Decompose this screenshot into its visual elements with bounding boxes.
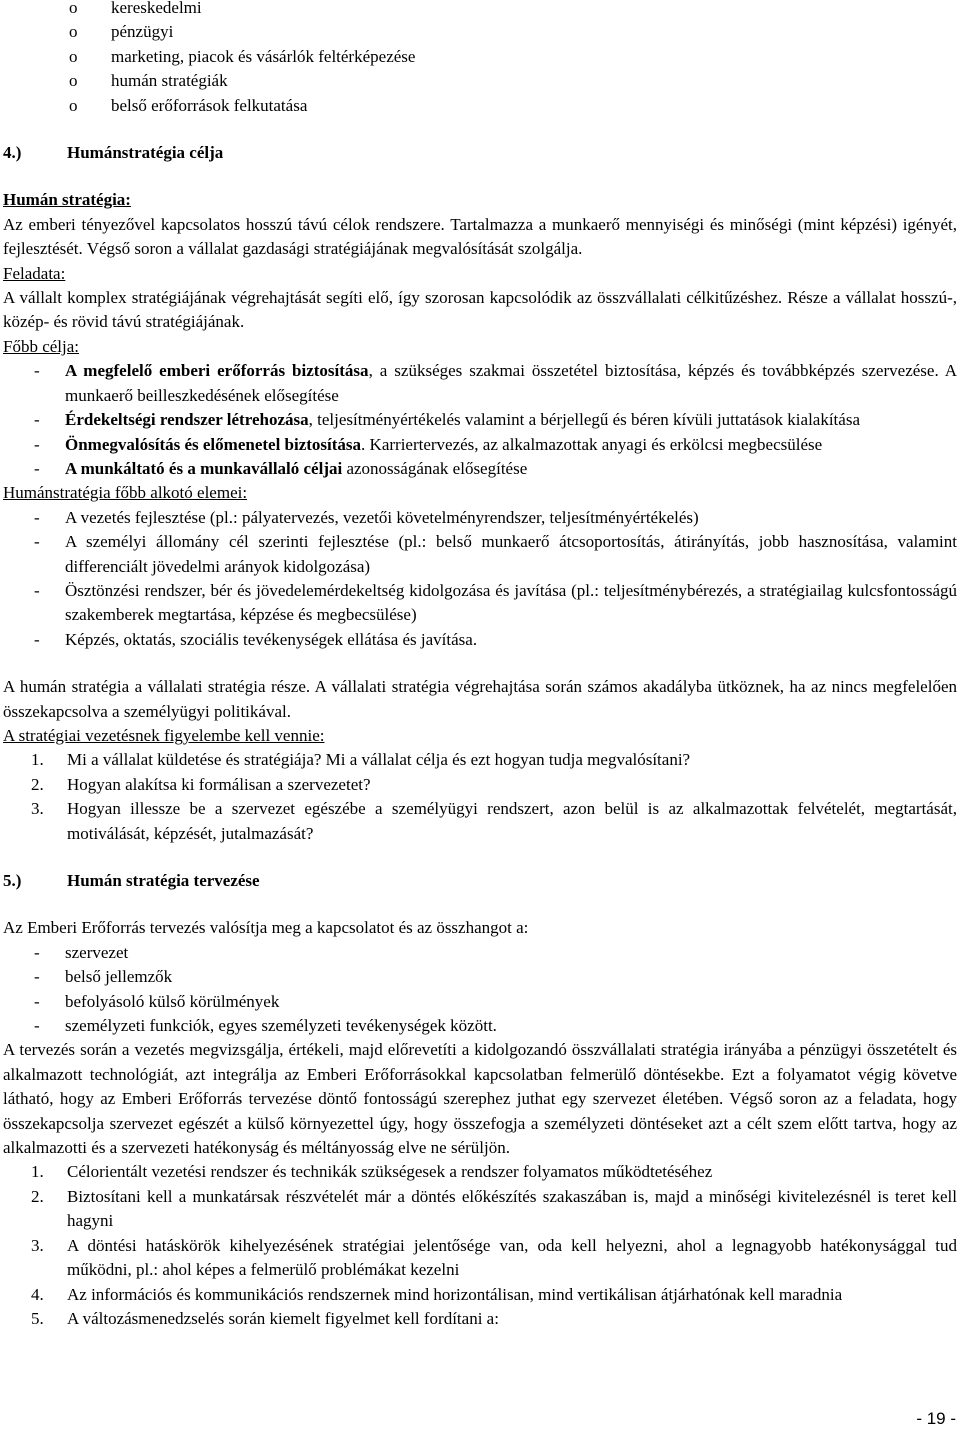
list-item: 2. Biztosítani kell a munkatársak részvételét már a döntés előkészítés szakaszában is, majd a minőségi kivitelezésnél is teret kell hagyni [31,1186,957,1231]
goal-text: azonosságának elősegítése [342,458,528,478]
list-item [3,45,957,69]
list-item: - Ösztönzési rendszer, bér és jövedelemérdekeltség kidolgozása és javítása (pl.: teljesítménybérezés, a stratégiailag kulcsfontosságú szakemberek megtartása, képzése és megbecsülése) [3,579,957,628]
bullet-marker: o [69,46,78,66]
list-item: - befolyásoló külső körülmények [34,991,280,1011]
list-item: 3. A döntési hatáskörök kihelyezésének stratégiai jelentősége van, oda kell helyezni, ahol a legnagyobb hatékonysággal tud működni, pl.: ahol képes a felmerülő problémákat kezelni [31,1235,957,1280]
consider-label: A stratégiai vezetésnek figyelembe kell vennie: [3,725,325,745]
goal-bold: A megfelelő emberi erőforrás biztosítása [65,361,369,381]
list-item: - Önmegvalósítás és előmenetel biztosítása. Karriertervezés, az alkalmazottak anyagi és erkölcsi megbecsülése [34,434,823,454]
goal-text: . Karriertervezés, az alkalmazottak anyagi és erkölcsi megbecsülése [361,434,823,454]
bullet-marker: o [69,95,78,115]
task-text: A vállalt komplex stratégiájának végrehajtását segíti elő, így szorosan kapcsolódik az összvállalati célkitűzéshez. Része a vállalat hosszú-, közép- és rövid távú stratégiájának. [3,288,957,332]
goal-bold: A munkáltató és a munkavállaló céljai [65,458,343,478]
bullet-marker: o [69,0,78,17]
list-item-text: pénzügyi [111,22,174,42]
list-item: - A személyi állomány cél szerinti fejlesztése (pl.: belső munkaerő átcsoportosítás, átirányítás, jobb hasznosítása, valamint differenciált jövedelmi arányok kidolgozása) [3,530,957,579]
main-goals-list [3,359,957,481]
list-item-text: Képzés, oktatás, szociális tevékenységek ellátása és javítása. [65,629,478,649]
list-item-text: kereskedelmi [111,0,202,17]
list-item: - A munkáltató és a munkavállaló céljai azonosságának elősegítése [34,458,528,478]
list-item [3,94,957,118]
list-item: 2. Hogyan alakítsa ki formálisan a szervezetet? [31,774,371,794]
document-page [3,0,957,1331]
list-item [3,20,957,44]
list-item-text: humán stratégiák [111,71,228,91]
list-item: - személyzeti funkciók, egyes személyzeti tevékenységek között. [34,1016,497,1036]
list-item: 5. A változásmenedzselés során kiemelt figyelmet kell fordítani a: [31,1308,499,1328]
human-strategy-label: Humán stratégia: [3,190,131,210]
list-item [3,69,957,93]
section-4-heading [3,141,957,165]
section-5-numbered-list [3,1160,957,1331]
section-number: 4.) [3,143,22,163]
list-item: - szervezet [34,942,129,962]
list-item: 4. Az információs és kommunikációs rendszernek mind horizontálisan, mind vertikálisan átjárhatónak kell maradnia [31,1284,843,1304]
top-bullet-list [3,0,957,118]
elements-label: Humánstratégia főbb alkotó elemei: [3,483,248,503]
list-item: - Képzés, oktatás, szociális tevékenységek ellátása és javítása. [3,628,957,652]
list-item: - belső jellemzők [34,967,173,987]
list-item: 3. Hogyan illessze be a szervezet egészébe a személyügyi rendszert, azon belül is az alkalmazottak felvételét, megtartását, motiválását, képzését, jutalmazását? [31,799,957,843]
list-item-text: Ösztönzési rendszer, bér és jövedelemérdekeltség kidolgozása és javítása (pl.: teljesítménybérezés, a stratégiailag kulcsfontosságú szakemberek megtartása, képzése és megbecsülése) [65,580,957,625]
list-item: - A vezetés fejlesztése (pl.: pályatervezés, vezetői követelményrendszer, teljesítményértékelés) [3,506,957,530]
section-title: Humánstratégia célja [67,143,224,163]
task-label: Feladata: [3,263,66,283]
strategy-part-paragraph: A humán stratégia a vállalati stratégia része. A vállalati stratégia végrehajtása során számos akadályba ütköznek, ha az nincs megfelelően összekapcsolva a személyügyi politikával. [3,677,957,721]
section-title: Humán stratégia tervezése [67,871,260,890]
section-5-heading [3,869,957,893]
main-goals-label: Főbb célja: [3,336,80,356]
list-item-text: A személyi állomány cél szerinti fejlesztése (pl.: belső munkaerő átcsoportosítás, átirányítás, jobb hasznosítása, valamint differenciált jövedelmi arányok kidolgozása) [65,532,957,576]
consider-list [3,748,957,846]
human-strategy-text: Az emberi tényezővel kapcsolatos hosszú távú célok rendszere. Tartalmazza a munkaerő mennyiségi és minőségi (mint képzési) igényét, fejlesztését. Végső soron a vállalat gazdasági stratégiájának megvalósítását szolgálja. [3,214,957,259]
list-item: - Érdekeltségi rendszer létrehozása, teljesítményértékelés valamint a bérjellegű és béren kívüli juttatások kialakítása [34,410,860,430]
list-item-text: belső erőforrások felkutatása [111,95,308,115]
bullet-marker: o [69,22,78,42]
list-item-text: A vezetés fejlesztése (pl.: pályatervezés, vezetői követelményrendszer, teljesítményértékelés) [65,507,699,527]
section-5-intro: Az Emberi Erőforrás tervezés valósítja meg a kapcsolatot és az összhangot a: [3,918,529,938]
list-item [3,0,957,20]
planning-paragraph: A tervezés során a vezetés megvizsgálja, értékeli, majd előrevetíti a kidolgozandó összvállalati stratégia irányába a pénzügyi összetételt és alkalmazott technológiát, azt integrálja az Emberi Erőforrásokkal kapcsolatban felmerülő döntésekbe. Ezt a folyamatot végig követve látható, hogy az Emberi Erőforrás tervezése döntő fontosságú szerephez juthat egy szervezet életében. Végső soron az a feladata, hogy összekapcsolja szervezet egészét a külső környezettel úgy, hogy összefogja a személyzeti döntéseket azt a célt szem előtt tartva, hogy az alkalmazotti és a szervezeti hatékonyság és méltányosság elve ne sérüljön. [3,1040,957,1158]
list-item-text: marketing, piacok és vásárlók feltérképezése [111,46,416,66]
goal-text: , a szükséges szakmai összetétel biztosítása, képzés és továbbképzés szervezése. A munkaerő beilleszkedésének elősegítése [65,361,957,405]
goal-text: , teljesítményértékelés valamint a bérjellegű és béren kívüli juttatások kialakítása [308,410,860,430]
elements-list [3,506,957,652]
list-item: 1. Célorientált vezetési rendszer és technikák szükségesek a rendszer folyamatos működtetéséhez [31,1162,713,1182]
section-5-dash-list [3,941,957,1039]
bullet-marker: o [69,71,78,91]
section-number: 5.) [3,871,22,890]
goal-bold: Érdekeltségi rendszer létrehozása [65,410,309,430]
list-item: 1. Mi a vállalat küldetése és stratégiája? Mi a vállalat célja és ezt hogyan tudja megvalósítani? [31,750,691,770]
goal-bold: Önmegvalósítás és előmenetel biztosítása [65,434,362,454]
page-number: - 19 - [916,1409,956,1428]
list-item: - A megfelelő emberi erőforrás biztosítása, a szükséges szakmai összetétel biztosítása, képzés és továbbképzés szervezése. A munkaerő beilleszkedésének elősegítése [34,361,957,405]
